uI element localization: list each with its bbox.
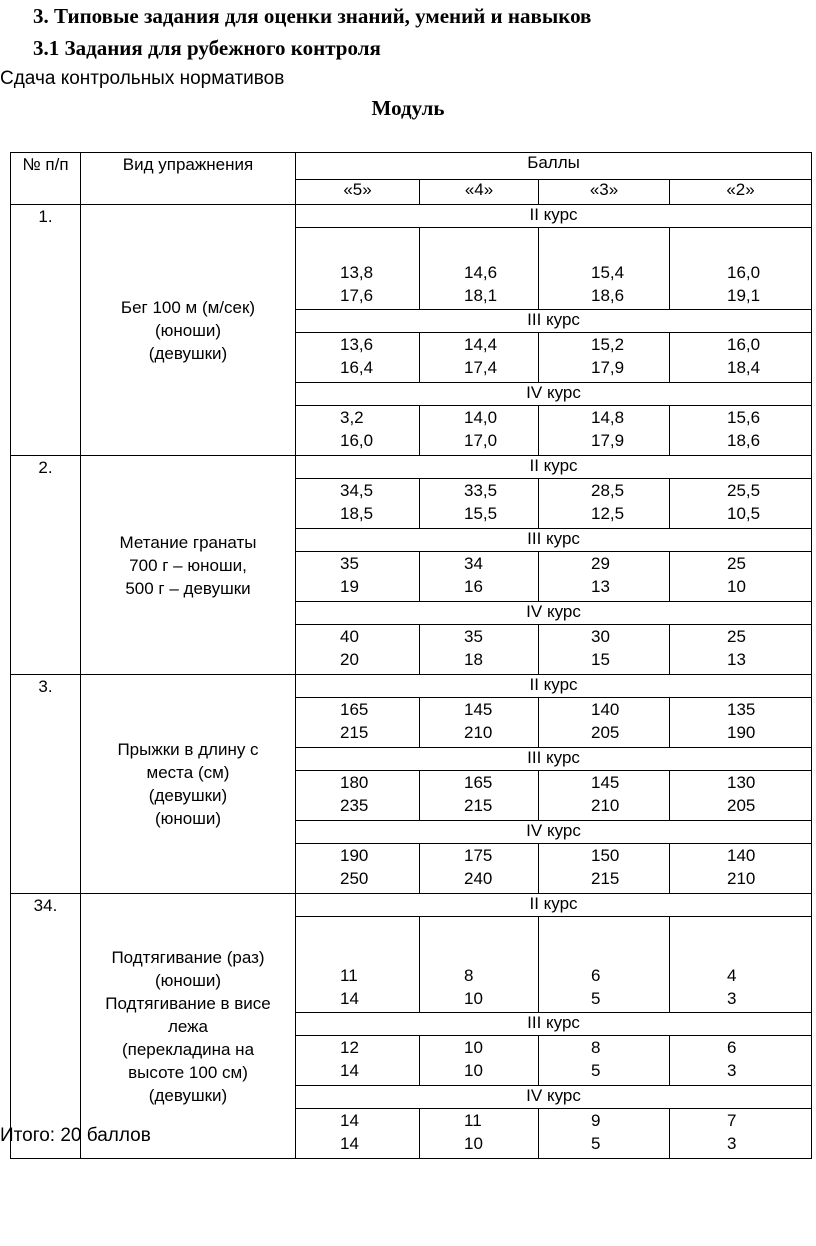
score-value-second: 5 — [591, 989, 601, 1008]
score-value-second: 210 — [727, 869, 756, 888]
score-value-first: 13,6 — [340, 335, 374, 354]
score-cell — [670, 917, 812, 1013]
norms-table — [10, 152, 812, 1159]
score-value-first: 33,5 — [464, 481, 498, 500]
score-value-first: 190 — [340, 846, 369, 865]
score-value-second: 19,1 — [727, 286, 761, 305]
score-value-first: 145 — [591, 773, 620, 792]
exercise-line: высоте 100 см) — [128, 1062, 248, 1082]
score-cell — [420, 625, 539, 675]
score-value-second: 15,5 — [464, 504, 498, 523]
score-value-first: 13,8 — [340, 263, 374, 282]
module-title: Модуль — [371, 96, 445, 120]
score-value-second: 3 — [727, 1061, 737, 1080]
exercise-line: Подтягивание в висе — [105, 993, 271, 1013]
grade-header: «5» — [296, 180, 420, 205]
score-cell — [539, 406, 670, 456]
score-cell — [296, 1109, 420, 1159]
score-value-second: 210 — [464, 723, 493, 742]
exercise-line: Подтягивание (раз) — [111, 947, 265, 967]
header-points: Баллы — [296, 153, 812, 180]
score-value-first: 135 — [727, 700, 756, 719]
score-cell — [420, 698, 539, 748]
score-value-first: 28,5 — [591, 481, 625, 500]
score-cell — [539, 333, 670, 383]
score-cell — [420, 333, 539, 383]
score-value-first: 11 — [340, 966, 358, 985]
exercise-line: лежа — [167, 1016, 208, 1036]
score-value-second: 15 — [591, 650, 610, 669]
score-value-first: 29 — [591, 554, 610, 573]
score-value-second: 205 — [727, 796, 756, 815]
score-cell — [420, 406, 539, 456]
score-value-second: 14 — [340, 989, 359, 1008]
score-value-second: 240 — [464, 869, 493, 888]
exercise-line: (девушки) — [148, 786, 228, 805]
section-heading: 3. Типовые задания для оценки знаний, умений и навыков — [33, 4, 592, 28]
score-value-second: 215 — [591, 869, 620, 888]
score-value-first: 14 — [340, 1111, 359, 1130]
score-value-first: 145 — [464, 700, 493, 719]
score-value-first: 15,2 — [591, 335, 625, 354]
score-cell — [296, 625, 420, 675]
score-cell — [296, 333, 420, 383]
score-cell — [296, 844, 420, 894]
score-value-second: 16 — [464, 577, 483, 596]
score-value-second: 10 — [464, 1134, 483, 1153]
score-value-second: 16,4 — [340, 358, 374, 377]
score-value-second: 13 — [591, 577, 610, 596]
score-cell — [420, 1036, 539, 1086]
score-value-first: 12 — [340, 1038, 359, 1057]
score-value-first: 7 — [727, 1111, 737, 1130]
exercise-name — [81, 205, 296, 456]
score-cell — [539, 552, 670, 602]
grade-header: «2» — [670, 180, 812, 205]
score-cell — [670, 698, 812, 748]
score-value-first: 14,8 — [591, 408, 625, 427]
score-value-first: 16,0 — [727, 335, 761, 354]
score-value-first: 35 — [340, 554, 359, 573]
score-cell — [296, 479, 420, 529]
exercise-number: 2. — [11, 456, 81, 675]
course-label: III курс — [296, 529, 812, 552]
total-score: Итого: 20 баллов — [0, 1125, 151, 1146]
exercise-line: (юноши) — [154, 970, 222, 990]
score-value-first: 15,4 — [591, 263, 625, 282]
score-value-second: 17,6 — [340, 286, 374, 305]
course-label: II курс — [296, 456, 812, 479]
exercise-number: 1. — [11, 205, 81, 456]
score-value-second: 16,0 — [340, 431, 374, 450]
exercise-name — [81, 894, 296, 1159]
score-value-second: 205 — [591, 723, 620, 742]
score-cell — [296, 228, 420, 310]
score-value-first: 11 — [464, 1111, 482, 1130]
score-value-second: 17,0 — [464, 431, 498, 450]
score-value-second: 18,5 — [340, 504, 374, 523]
exercise-name — [81, 456, 296, 675]
score-value-second: 18,6 — [727, 431, 761, 450]
exercise-line: Метание гранаты — [119, 532, 257, 552]
score-value-first: 4 — [727, 966, 737, 985]
score-value-first: 30 — [591, 627, 610, 646]
score-cell — [670, 1109, 812, 1159]
score-value-first: 140 — [727, 846, 756, 865]
score-cell — [670, 625, 812, 675]
score-cell — [539, 771, 670, 821]
exercise-line: Бег 100 м (м/сек) — [120, 297, 256, 317]
score-value-second: 12,5 — [591, 504, 625, 523]
score-value-first: 15,6 — [727, 408, 761, 427]
course-label: II курс — [296, 894, 812, 917]
score-cell — [420, 1109, 539, 1159]
score-value-first: 140 — [591, 700, 620, 719]
score-value-second: 250 — [340, 869, 369, 888]
score-value-second: 10,5 — [727, 504, 761, 523]
score-value-second: 10 — [727, 577, 746, 596]
score-cell — [670, 1036, 812, 1086]
exercise-name — [81, 675, 296, 894]
score-value-second: 18 — [464, 650, 483, 669]
score-value-first: 6 — [727, 1038, 737, 1057]
score-value-second: 190 — [727, 723, 756, 742]
score-cell — [420, 228, 539, 310]
score-value-first: 8 — [464, 966, 474, 985]
score-value-first: 25 — [727, 554, 746, 573]
score-cell — [539, 917, 670, 1013]
score-value-first: 3,2 — [340, 408, 364, 427]
score-value-second: 18,4 — [727, 358, 761, 377]
score-cell — [296, 552, 420, 602]
header-num: № п/п — [11, 153, 81, 205]
exercise-line: 700 г – юноши, — [129, 555, 247, 575]
score-value-second: 17,9 — [591, 431, 625, 450]
exercise-line: (юноши) — [154, 320, 222, 340]
score-value-first: 150 — [591, 846, 620, 865]
score-value-first: 165 — [464, 773, 493, 792]
score-value-second: 215 — [464, 796, 493, 815]
score-cell — [670, 333, 812, 383]
score-value-second: 17,4 — [464, 358, 498, 377]
exercise-line: Прыжки в длину с — [117, 740, 259, 759]
score-value-first: 14,0 — [464, 408, 498, 427]
score-value-second: 10 — [464, 1061, 483, 1080]
score-value-first: 6 — [591, 966, 601, 985]
score-cell — [420, 771, 539, 821]
score-value-first: 8 — [591, 1038, 601, 1057]
exercise-line: (юноши) — [154, 809, 222, 828]
score-cell — [420, 479, 539, 529]
score-cell — [296, 771, 420, 821]
score-value-second: 210 — [591, 796, 620, 815]
score-cell — [670, 228, 812, 310]
score-cell — [420, 552, 539, 602]
score-value-first: 14,6 — [464, 263, 498, 282]
score-cell — [539, 479, 670, 529]
score-cell — [296, 917, 420, 1013]
course-label: III курс — [296, 748, 812, 771]
course-label: IV курс — [296, 821, 812, 844]
course-label: III курс — [296, 310, 812, 333]
score-cell — [670, 552, 812, 602]
score-value-first: 40 — [340, 627, 359, 646]
score-value-first: 34,5 — [340, 481, 374, 500]
score-value-second: 14 — [340, 1061, 359, 1080]
score-cell — [296, 1036, 420, 1086]
score-value-second: 3 — [727, 989, 737, 1008]
score-value-first: 9 — [591, 1111, 601, 1130]
score-cell — [539, 228, 670, 310]
score-value-first: 16,0 — [727, 263, 761, 282]
header-exercise: Вид упражнения — [81, 153, 296, 205]
score-value-second: 215 — [340, 723, 369, 742]
exercise-line: места (см) — [146, 763, 230, 782]
score-value-first: 35 — [464, 627, 483, 646]
score-value-first: 165 — [340, 700, 369, 719]
course-label: II курс — [296, 205, 812, 228]
score-value-second: 10 — [464, 989, 483, 1008]
score-cell — [539, 698, 670, 748]
score-cell — [420, 917, 539, 1013]
course-label: III курс — [296, 1013, 812, 1036]
exercise-number: 3. — [11, 675, 81, 894]
score-cell — [670, 479, 812, 529]
score-value-first: 130 — [727, 773, 756, 792]
score-value-first: 10 — [464, 1038, 483, 1057]
score-value-second: 18,6 — [591, 286, 625, 305]
score-cell — [670, 844, 812, 894]
intro-text: Сдача контрольных нормативов — [0, 68, 285, 89]
score-value-second: 5 — [591, 1134, 601, 1153]
score-value-first: 175 — [464, 846, 493, 865]
score-cell — [670, 406, 812, 456]
exercise-line: 500 г – девушки — [125, 578, 251, 598]
course-label: IV курс — [296, 1086, 812, 1109]
score-value-first: 14,4 — [464, 335, 498, 354]
course-label: IV курс — [296, 602, 812, 625]
grade-header: «3» — [539, 180, 670, 205]
exercise-number: 34. — [11, 894, 81, 1159]
score-value-first: 25 — [727, 627, 746, 646]
score-cell — [539, 1109, 670, 1159]
score-value-second: 3 — [727, 1134, 737, 1153]
score-value-second: 19 — [340, 577, 359, 596]
score-cell — [296, 698, 420, 748]
score-value-second: 235 — [340, 796, 369, 815]
exercise-line: (девушки) — [148, 343, 228, 363]
course-label: II курс — [296, 675, 812, 698]
score-cell — [296, 406, 420, 456]
score-value-second: 13 — [727, 650, 746, 669]
score-value-second: 17,9 — [591, 358, 625, 377]
score-cell — [539, 625, 670, 675]
score-value-second: 5 — [591, 1061, 601, 1080]
score-value-first: 25,5 — [727, 481, 761, 500]
exercise-line: (перекладина на — [121, 1039, 255, 1059]
course-label: IV курс — [296, 383, 812, 406]
score-cell — [420, 844, 539, 894]
score-value-second: 18,1 — [464, 286, 498, 305]
score-cell — [539, 844, 670, 894]
score-value-second: 20 — [340, 650, 359, 669]
score-value-first: 180 — [340, 773, 369, 792]
score-cell — [539, 1036, 670, 1086]
exercise-line: (девушки) — [148, 1085, 228, 1105]
subsection-heading: 3.1 Задания для рубежного контроля — [33, 36, 381, 60]
score-value-first: 34 — [464, 554, 483, 573]
score-value-second: 14 — [340, 1134, 359, 1153]
score-cell — [670, 771, 812, 821]
grade-header: «4» — [420, 180, 539, 205]
